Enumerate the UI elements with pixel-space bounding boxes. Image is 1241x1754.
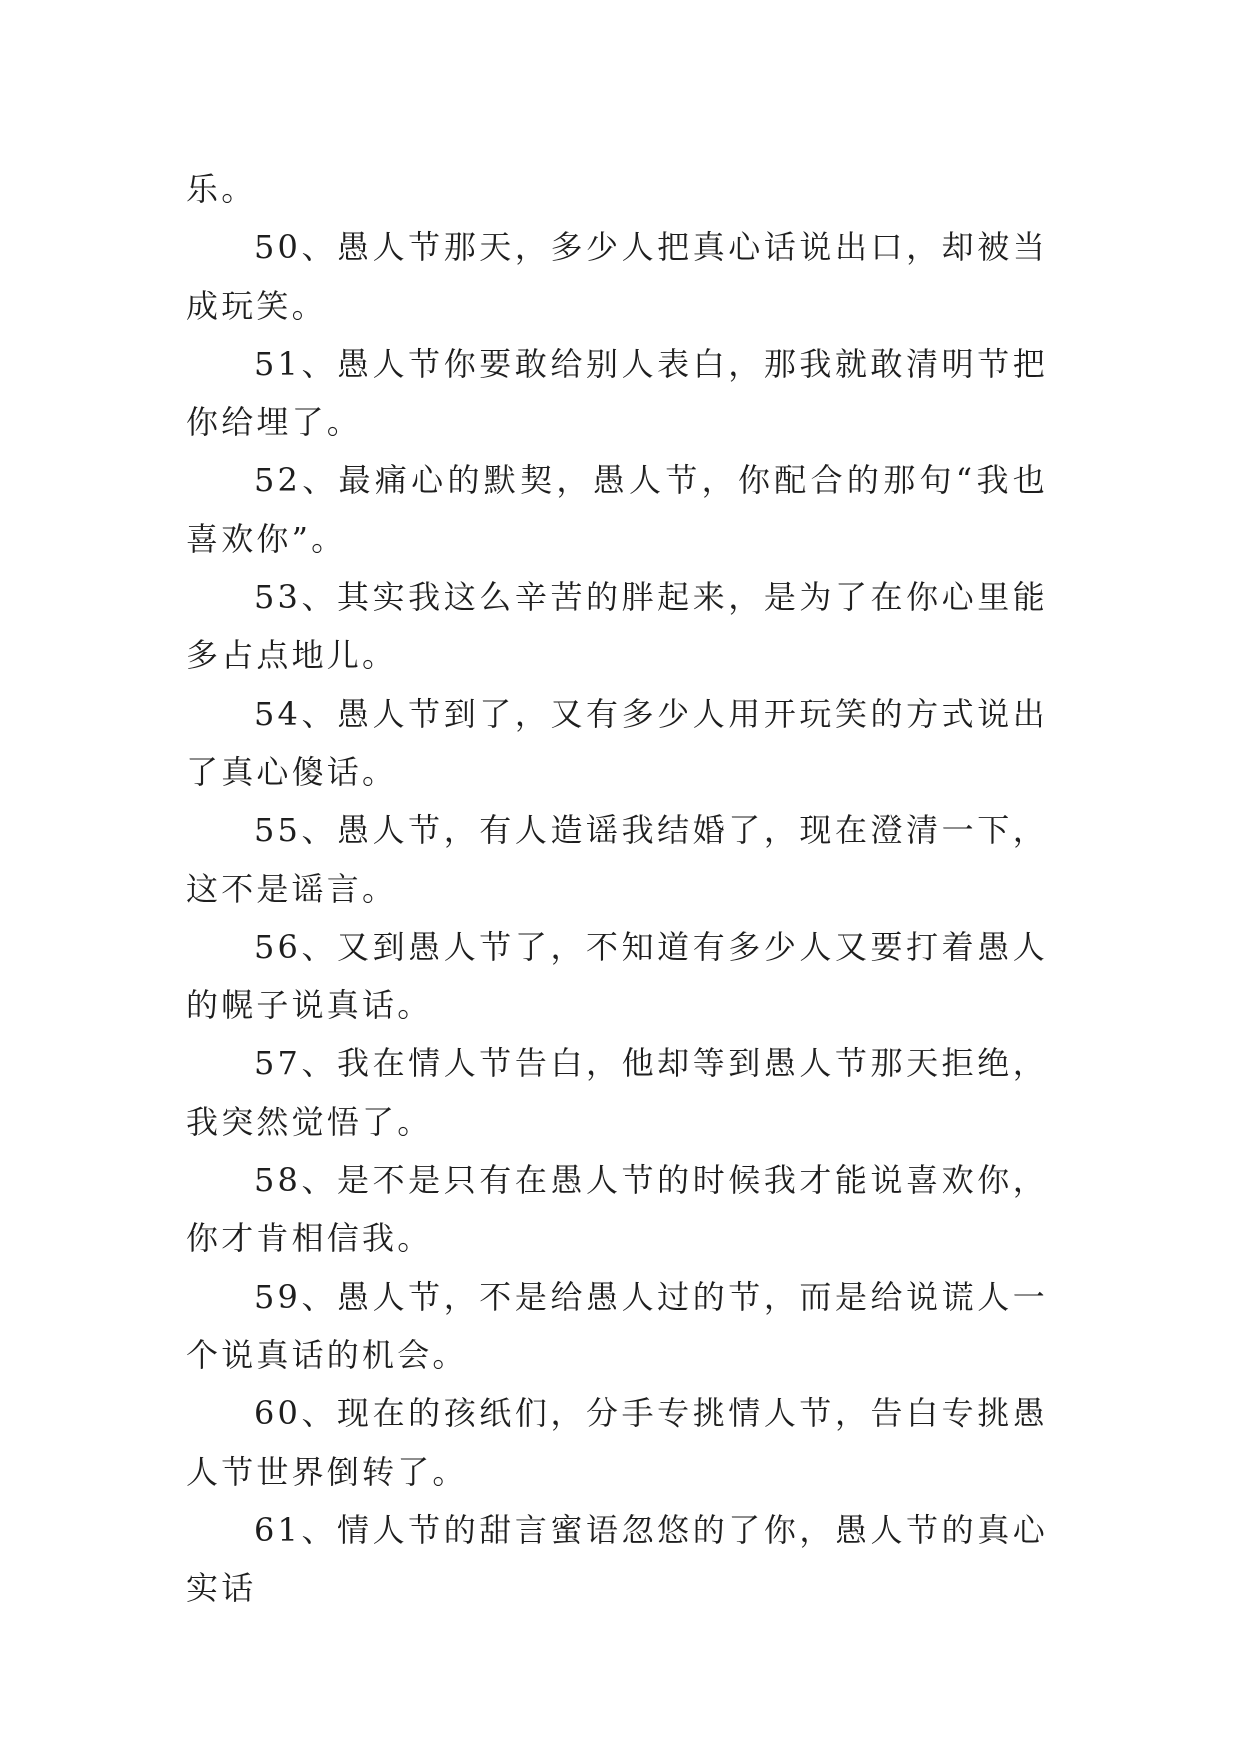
paragraph-item-55: 55、愚人节，有人造谣我结婚了，现在澄清一下，这不是谣言。 [186, 811, 1048, 908]
paragraph-item-59: 59、愚人节，不是给愚人过的节，而是给说谎人一个说真话的机会。 [186, 1277, 1048, 1374]
paragraph-item-51: 51、愚人节你要敢给别人表白，那我就敢清明节把你给埋了。 [186, 344, 1048, 442]
paragraph-item-57: 57、我在情人节告白，他却等到愚人节那天拒绝，我突然觉悟了。 [186, 1044, 1048, 1141]
paragraph-item-58: 58、是不是只有在愚人节的时候我才能说喜欢你，你才肯相信我。 [186, 1161, 1048, 1258]
document-body [186, 160, 1048, 1617]
paragraph-item-50: 50、愚人节那天，多少人把真心话说出口，却被当成玩笑。 [186, 228, 1048, 325]
paragraph-item-61: 61、情人节的甜言蜜语忽悠的了你，愚人节的真心实话 [186, 1510, 1048, 1608]
paragraph-item-52: 52、最痛心的默契，愚人节，你配合的那句“我也喜欢你”。 [186, 461, 1048, 558]
paragraph-item-56: 56、又到愚人节了，不知道有多少人又要打着愚人的幌子说真话。 [186, 927, 1048, 1025]
paragraph-item-54: 54、愚人节到了，又有多少人用开玩笑的方式说出了真心傻话。 [186, 694, 1048, 791]
paragraph-item-60: 60、现在的孩纸们，分手专挑情人节，告白专挑愚人节世界倒转了。 [186, 1394, 1048, 1491]
paragraph-item-53: 53、其实我这么辛苦的胖起来，是为了在你心里能多占点地儿。 [186, 578, 1048, 675]
paragraph-continuation: 乐。 [186, 170, 257, 208]
